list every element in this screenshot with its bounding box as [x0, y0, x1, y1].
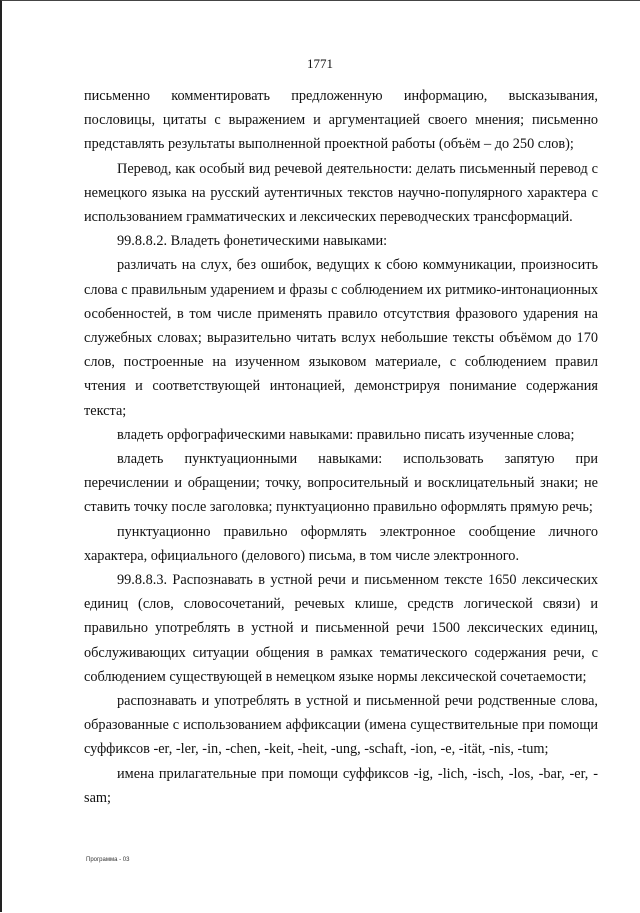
paragraph: владеть пунктуационными навыками: использовать запятую при перечислении и обращении; точку, вопросительный и восклицательный знаки; не ставить точку после заголовка; пунктуационно правильно оформлять прямую речь; — [84, 451, 598, 516]
paragraph: распознавать и употреблять в устной и письменной речи родственные слова, образованные с использованием аффиксации (имена существительные при помощи суффиксов -er, -ler, -in, -chen, -keit, -heit, -ung, -schaft, -ion, -e, -ität, -nis, -tum; — [84, 693, 598, 758]
document-body — [84, 84, 598, 810]
paragraph: Перевод, как особый вид речевой деятельности: делать письменный перевод с немецкого языка на русский аутентичных текстов научно-популярного характера с использованием грамматических и лексических переводческих трансформаций. — [84, 160, 598, 226]
page-number: 1771 — [307, 56, 333, 71]
page-footer: Программа - 03 — [86, 857, 130, 863]
paragraph: различать на слух, без ошибок, ведущих к сбою коммуникации, произносить слова с правильным ударением и фразы с соблюдением их ритмико-интонационных особенностей, в том числе применять правило отсутствия фразового ударения на служебных словах; выразительно читать вслух небольшие тексты объёмом до 170 слов, построенные на изученном языковом материале, с соблюдением правил чтения и соответствующей интонацией, демонстрируя понимание содержания текста; — [84, 257, 598, 419]
paragraph: 99.8.8.3. Распознавать в устной речи и письменном тексте 1650 лексических единиц (слов, словосочетаний, речевых клише, средств логической связи) и правильно употреблять в устной и письменной речи 1500 лексических единиц, обслуживающих ситуации общения в рамках тематического содержания речи, с соблюдением существующей в немецком языке нормы лексической сочетаемости; — [84, 572, 598, 685]
paragraph: имена прилагательные при помощи суффиксов -ig, -lich, -isch, -los, -bar, -er, -sam; — [84, 765, 598, 806]
paragraph: пунктуационно правильно оформлять электронное сообщение личного характера, официального (делового) письма, в том числе электронного. — [84, 523, 598, 564]
paragraph: владеть орфографическими навыками: правильно писать изученные слова; — [117, 426, 575, 443]
section-heading: 99.8.8.2. Владеть фонетическими навыками: — [117, 233, 388, 250]
paragraph: письменно комментировать предложенную информацию, высказывания, пословицы, цитаты с выражением и аргументацией своего мнения; письменно представлять результаты выполненной проектной работы (объём – до 250 слов); — [84, 88, 598, 153]
